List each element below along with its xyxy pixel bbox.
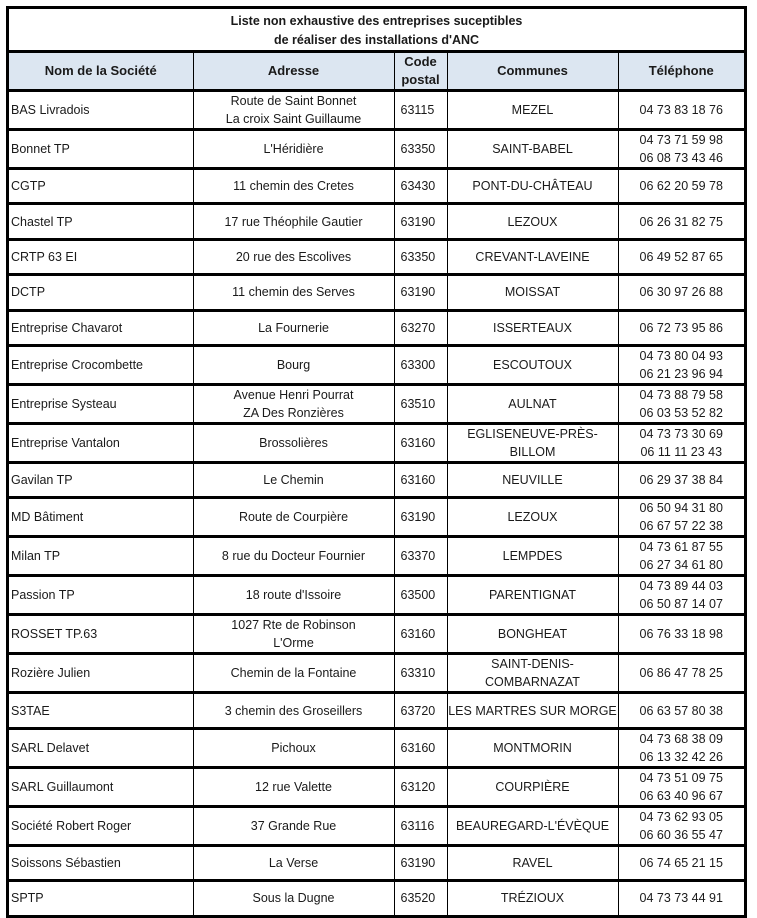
address-line: 12 rue Valette [255, 779, 332, 794]
cell-phone [618, 498, 744, 537]
table-row [9, 881, 744, 915]
phone-number: 06 67 57 22 38 [639, 519, 723, 534]
phone-number: 06 49 52 87 65 [639, 249, 723, 264]
cell-commune [447, 169, 618, 204]
commune-line: CREVANT-LAVEINE [475, 249, 590, 264]
cell-company-name: BAS Livradois [9, 91, 193, 130]
table-row [9, 462, 744, 497]
phone-number: 06 74 65 21 15 [639, 855, 723, 870]
cell-commune [447, 462, 618, 497]
cell-address [193, 239, 394, 274]
cell-postal-code: 63160 [394, 423, 447, 462]
commune-line: MONTMORIN [493, 740, 572, 755]
cell-postal-code: 63350 [394, 239, 447, 274]
commune-line: BONGHEAT [497, 627, 568, 642]
cell-commune [447, 806, 618, 845]
address-line: 11 chemin des Cretes [233, 179, 354, 194]
cell-phone [618, 537, 744, 576]
cell-company-name: S3TAE [9, 693, 193, 728]
address-line: Sous la Dugne [252, 891, 335, 906]
address-line: L'Orme [273, 636, 314, 651]
cell-phone [618, 384, 744, 423]
cell-address [193, 423, 394, 462]
cell-phone [618, 423, 744, 462]
cell-commune [447, 576, 618, 615]
address-line: Pichoux [271, 740, 316, 755]
cell-address [193, 615, 394, 654]
cell-commune [447, 615, 618, 654]
cell-postal-code: 63160 [394, 728, 447, 767]
cell-phone [618, 693, 744, 728]
column-header-name: Nom de la Société [9, 53, 193, 91]
cell-postal-code: 63120 [394, 767, 447, 806]
address-line: 1027 Rte de Robinson [231, 618, 356, 633]
cell-postal-code: 63190 [394, 845, 447, 880]
cell-address [193, 130, 394, 169]
cell-company-name: Gavilan TP [9, 462, 193, 497]
cell-address [193, 204, 394, 239]
cell-company-name: SPTP [9, 881, 193, 915]
commune-line: NEUVILLE [502, 473, 563, 488]
commune-line: COMBARNAZAT [485, 675, 580, 690]
cell-company-name: Entreprise Vantalon [9, 423, 193, 462]
commune-line: LEZOUX [507, 510, 558, 525]
cell-company-name: Rozière Julien [9, 654, 193, 693]
commune-line: SAINT-BABEL [492, 142, 573, 156]
phone-number: 06 26 31 82 75 [639, 214, 723, 229]
table-row [9, 204, 744, 239]
cell-commune [447, 767, 618, 806]
address-line: 8 rue du Docteur Fournier [221, 549, 366, 564]
commune-line: RAVEL [512, 855, 553, 870]
cell-commune [447, 498, 618, 537]
phone-number: 06 27 34 61 80 [639, 558, 723, 573]
commune-line: MOISSAT [504, 285, 561, 300]
address-line: L'Héridière [263, 142, 324, 156]
cell-phone [618, 615, 744, 654]
cell-phone [618, 204, 744, 239]
postal-header-line-2: postal [401, 72, 440, 87]
phone-number: 04 73 51 09 75 [639, 770, 723, 785]
address-line: ZA Des Ronzières [243, 405, 344, 420]
cell-address [193, 537, 394, 576]
cell-company-name: Bonnet TP [9, 130, 193, 169]
phone-number: 06 72 73 95 86 [639, 320, 723, 335]
table-row [9, 845, 744, 880]
table-row [9, 615, 744, 654]
address-line: Brossolières [259, 435, 328, 450]
cell-phone [618, 310, 744, 345]
phone-number: 06 30 97 26 88 [639, 285, 723, 300]
commune-line: LEMPDES [502, 549, 563, 564]
cell-phone [618, 767, 744, 806]
cell-company-name: CRTP 63 EI [9, 239, 193, 274]
table-row [9, 498, 744, 537]
phone-number: 04 73 71 59 98 [639, 133, 723, 147]
cell-commune [447, 423, 618, 462]
phone-number: 04 73 73 44 91 [639, 891, 723, 906]
cell-postal-code: 63160 [394, 615, 447, 654]
address-line: Route de Courpière [238, 510, 349, 525]
phone-number: 04 73 61 87 55 [639, 540, 723, 555]
cell-address [193, 345, 394, 384]
address-line: Avenue Henri Pourrat [233, 387, 354, 402]
cell-address [193, 654, 394, 693]
phone-number: 06 08 73 43 46 [639, 151, 723, 165]
cell-address [193, 310, 394, 345]
cell-commune [447, 310, 618, 345]
commune-line: SAINT-DENIS- [491, 657, 574, 672]
address-line: La Fournerie [258, 320, 329, 335]
table-body [9, 91, 744, 915]
table-row [9, 693, 744, 728]
cell-postal-code: 63270 [394, 310, 447, 345]
cell-commune [447, 275, 618, 310]
cell-address [193, 462, 394, 497]
cell-address [193, 728, 394, 767]
commune-line: MEZEL [511, 103, 554, 117]
cell-company-name: MD Bâtiment [9, 498, 193, 537]
cell-postal-code: 63370 [394, 537, 447, 576]
table-row [9, 169, 744, 204]
cell-postal-code: 63116 [394, 806, 447, 845]
cell-postal-code: 63190 [394, 275, 447, 310]
cell-company-name: Passion TP [9, 576, 193, 615]
table-row [9, 767, 744, 806]
phone-number: 06 63 40 96 67 [639, 788, 723, 803]
phone-number: 06 03 53 52 82 [639, 405, 723, 420]
table-row [9, 91, 744, 130]
cell-postal-code: 63300 [394, 345, 447, 384]
title-line-2: de réaliser des installations d'ANC [273, 33, 480, 47]
title-line-1: Liste non exhaustive des entreprises suceptibles [230, 14, 523, 28]
commune-line: PARENTIGNAT [488, 588, 577, 603]
phone-number: 04 73 68 38 09 [639, 731, 723, 746]
phone-number: 06 60 36 55 47 [639, 827, 723, 842]
cell-phone [618, 345, 744, 384]
cell-phone [618, 728, 744, 767]
phone-number: 04 73 73 30 69 [639, 426, 723, 441]
address-line: Chemin de la Fontaine [230, 666, 357, 681]
table-row [9, 345, 744, 384]
cell-address [193, 275, 394, 310]
cell-commune [447, 91, 618, 130]
cell-company-name: DCTP [9, 275, 193, 310]
postal-header-line-1: Code [404, 54, 437, 69]
cell-phone [618, 881, 744, 915]
cell-address [193, 693, 394, 728]
cell-company-name: SARL Guillaumont [9, 767, 193, 806]
phone-number: 06 50 87 14 07 [639, 597, 723, 612]
cell-address [193, 91, 394, 130]
commune-line: PONT-DU-CHÂTEAU [472, 179, 593, 194]
cell-phone [618, 576, 744, 615]
commune-line: TRÉZIOUX [500, 891, 565, 906]
commune-line: EGLISENEUVE-PRÈS- [467, 426, 598, 441]
table-row [9, 806, 744, 845]
cell-postal-code: 63190 [394, 498, 447, 537]
table-row [9, 654, 744, 693]
cell-company-name: Entreprise Crocombette [9, 345, 193, 384]
cell-commune [447, 654, 618, 693]
commune-line: LEZOUX [507, 214, 558, 229]
commune-line: BEAUREGARD-L'ÉVÈQUE [455, 818, 610, 833]
cell-phone [618, 845, 744, 880]
phone-number: 06 86 47 78 25 [639, 666, 723, 681]
company-list-sheet [6, 6, 747, 918]
cell-postal-code: 63430 [394, 169, 447, 204]
cell-commune [447, 537, 618, 576]
phone-number: 06 13 32 42 26 [639, 749, 723, 764]
address-line: 18 route d'Issoire [245, 588, 342, 603]
table-row [9, 537, 744, 576]
cell-address [193, 498, 394, 537]
commune-line: ISSERTEAUX [493, 320, 572, 335]
cell-address [193, 384, 394, 423]
cell-company-name: SARL Delavet [9, 728, 193, 767]
phone-number: 06 11 11 23 43 [640, 444, 723, 459]
phone-number: 06 63 57 80 38 [639, 703, 723, 718]
address-line: 20 rue des Escolives [235, 249, 352, 264]
cell-address [193, 881, 394, 915]
cell-commune [447, 845, 618, 880]
commune-line: LES MARTRES SUR MORGE [448, 703, 617, 718]
commune-line: ESCOUTOUX [493, 357, 572, 372]
phone-number: 06 29 37 38 84 [639, 473, 723, 488]
cell-postal-code: 63350 [394, 130, 447, 169]
cell-phone [618, 462, 744, 497]
cell-address [193, 767, 394, 806]
cell-postal-code: 63160 [394, 462, 447, 497]
phone-number: 04 73 89 44 03 [639, 579, 723, 594]
cell-postal-code: 63115 [394, 91, 447, 130]
cell-commune [447, 693, 618, 728]
table-row [9, 239, 744, 274]
cell-company-name: Soissons Sébastien [9, 845, 193, 880]
address-line: Le Chemin [263, 473, 324, 488]
table-row [9, 576, 744, 615]
cell-commune [447, 130, 618, 169]
address-line: 37 Grande Rue [250, 818, 337, 833]
phone-number: 04 73 88 79 58 [639, 387, 723, 402]
sheet-title [9, 9, 744, 53]
cell-postal-code: 63520 [394, 881, 447, 915]
cell-phone [618, 169, 744, 204]
header-row [9, 53, 744, 91]
commune-line: AULNAT [508, 396, 557, 411]
cell-postal-code: 63510 [394, 384, 447, 423]
table-row [9, 423, 744, 462]
cell-address [193, 806, 394, 845]
phone-number: 06 62 20 59 78 [639, 179, 723, 194]
commune-line: COURPIÈRE [495, 779, 570, 794]
cell-commune [447, 345, 618, 384]
table-row [9, 310, 744, 345]
cell-commune [447, 728, 618, 767]
cell-company-name: Entreprise Chavarot [9, 310, 193, 345]
phone-number: 04 73 83 18 76 [639, 103, 723, 117]
cell-company-name: Société Robert Roger [9, 806, 193, 845]
address-line: 3 chemin des Groseillers [224, 703, 363, 718]
table-row [9, 728, 744, 767]
column-header-postal [394, 53, 447, 91]
cell-postal-code: 63720 [394, 693, 447, 728]
table-row [9, 384, 744, 423]
cell-phone [618, 806, 744, 845]
cell-address [193, 845, 394, 880]
phone-number: 04 73 62 93 05 [639, 809, 723, 824]
cell-commune [447, 239, 618, 274]
address-line: La croix Saint Guillaume [225, 112, 362, 126]
cell-company-name: Entreprise Systeau [9, 384, 193, 423]
column-header-commune: Communes [447, 53, 618, 91]
cell-commune [447, 384, 618, 423]
cell-commune [447, 881, 618, 915]
address-line: 11 chemin des Serves [232, 285, 355, 300]
cell-postal-code: 63310 [394, 654, 447, 693]
companies-table [9, 53, 744, 915]
address-line: La Verse [268, 855, 319, 870]
cell-company-name: Chastel TP [9, 204, 193, 239]
table-row [9, 130, 744, 169]
cell-commune [447, 204, 618, 239]
address-line: Route de Saint Bonnet [230, 94, 357, 108]
cell-postal-code: 63500 [394, 576, 447, 615]
cell-company-name: Milan TP [9, 537, 193, 576]
cell-postal-code: 63190 [394, 204, 447, 239]
cell-address [193, 169, 394, 204]
phone-number: 04 73 80 04 93 [639, 348, 723, 363]
cell-address [193, 576, 394, 615]
cell-phone [618, 130, 744, 169]
address-line: 17 rue Théophile Gautier [224, 214, 363, 229]
cell-company-name: ROSSET TP.63 [9, 615, 193, 654]
phone-number: 06 50 94 31 80 [639, 501, 723, 516]
cell-phone [618, 239, 744, 274]
cell-phone [618, 654, 744, 693]
cell-phone [618, 275, 744, 310]
phone-number: 06 76 33 18 98 [639, 627, 723, 642]
address-line: Bourg [276, 357, 311, 372]
cell-company-name: CGTP [9, 169, 193, 204]
commune-line: BILLOM [509, 444, 556, 459]
column-header-phone: Téléphone [618, 53, 744, 91]
column-header-address: Adresse [193, 53, 394, 91]
phone-number: 06 21 23 96 94 [639, 366, 723, 381]
table-row [9, 275, 744, 310]
cell-phone [618, 91, 744, 130]
